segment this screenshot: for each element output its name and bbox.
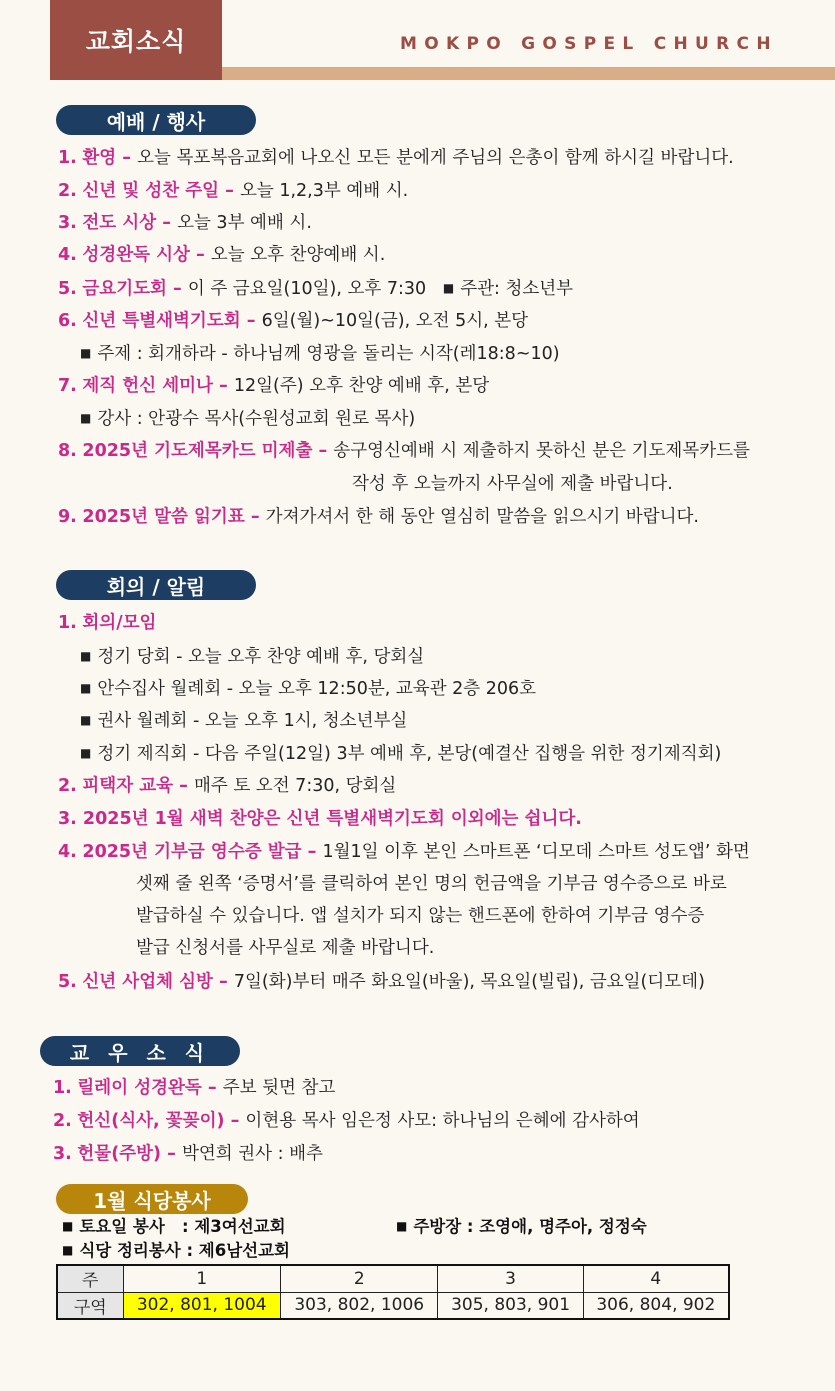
sub-item: ■ 정기 제직회 - 다음 주일(12일) 3부 예배 후, 본당(예결산 집행을 위한 정기제직회): [80, 744, 722, 764]
dining-kitchen: ■ 주방장 : 조영애, 명주아, 정정숙: [396, 1217, 647, 1236]
bullet-square-icon: ■: [80, 411, 92, 425]
section-label-meetings: 회의 / 알림: [56, 570, 256, 600]
dining-schedule-table: [56, 1264, 730, 1320]
bullet-square-icon: ■: [80, 713, 92, 727]
table-row: [57, 1265, 729, 1292]
list-item: 5. 금요기도회 – 이 주 금요일(10일), 오후 7:30 ■ 주관: 청소년부: [58, 279, 574, 299]
dining-saturday: ■ 토요일 봉사 : 제3여선교회: [62, 1217, 286, 1236]
table-header-cell: 주: [57, 1265, 123, 1292]
table-cell: 302, 801, 1004: [123, 1292, 280, 1319]
table-header-cell: 2: [280, 1265, 437, 1292]
list-item: 3. 2025년 1월 새벽 찬양은 신년 특별새벽기도회 이외에는 쉽니다.: [58, 809, 582, 829]
sub-item: ■ 정기 당회 - 오늘 오후 찬양 예배 후, 당회실: [80, 647, 425, 667]
list-item: 9. 2025년 말씀 읽기표 – 가져가셔서 한 해 동안 열심히 말씀을 읽으시기 바랍니다.: [58, 507, 699, 527]
sub-item: ■ 권사 월례회 - 오늘 오후 1시, 청소년부실: [80, 711, 408, 731]
list-item-continuation: 셋째 줄 왼쪽 ‘증명서’를 클릭하여 본인 명의 헌금액을 기부금 영수증으로 바로: [136, 874, 727, 894]
list-item: 1. 환영 – 오늘 목포복음교회에 나오신 모든 분에게 주님의 은총이 함께 하시길 바랍니다.: [58, 148, 734, 168]
sub-item: ■ 주제 : 회개하라 - 하나님께 영광을 돌리는 시작(레18:8~10): [80, 344, 560, 364]
section-label-members: 교 우 소 식: [40, 1036, 240, 1066]
list-item: 4. 성경완독 시상 – 오늘 오후 찬양예배 시.: [58, 245, 386, 265]
table-cell: 303, 802, 1006: [280, 1292, 437, 1319]
table-row: [57, 1292, 729, 1319]
section-label-dining: 1월 식당봉사: [56, 1184, 248, 1214]
list-item: 3. 전도 시상 – 오늘 3부 예배 시.: [58, 213, 312, 233]
list-item: 6. 신년 특별새벽기도회 – 6일(월)~10일(금), 오전 5시, 본당: [58, 311, 529, 331]
header-subtitle: MOKPO GOSPEL CHURCH: [400, 34, 778, 54]
bullet-square-icon: ■: [396, 1219, 408, 1233]
bullet-square-icon: ■: [62, 1243, 74, 1257]
section-label-worship: 예배 / 행사: [56, 105, 256, 135]
list-item: 4. 2025년 기부금 영수증 발급 – 1월1일 이후 본인 스마트폰 ‘디모데 스마트 성도앱’ 화면: [58, 842, 750, 862]
table-row-label: 구역: [57, 1292, 123, 1319]
table-header-cell: 1: [123, 1265, 280, 1292]
list-item: 1. 회의/모임: [58, 613, 157, 633]
list-item: 1. 릴레이 성경완독 – 주보 뒷면 참고: [53, 1078, 336, 1098]
header-title-box: [50, 0, 222, 80]
list-item: 3. 헌물(주방) – 박연희 권사 : 배추: [53, 1144, 323, 1164]
table-cell: 306, 804, 902: [583, 1292, 729, 1319]
table-cell: 305, 803, 901: [438, 1292, 583, 1319]
list-item: 5. 신년 사업체 심방 – 7일(화)부터 매주 화요일(바울), 목요일(빌립), 금요일(디모데): [58, 972, 705, 992]
list-item-continuation: 발급 신청서를 사무실로 제출 바랍니다.: [136, 938, 435, 958]
list-item: 7. 제직 헌신 세미나 – 12일(주) 오후 찬양 예배 후, 본당: [58, 376, 490, 396]
bullet-square-icon: ■: [80, 746, 92, 760]
list-item: 2. 신년 및 성찬 주일 – 오늘 1,2,3부 예배 시.: [58, 181, 409, 201]
list-item: 2. 헌신(식사, 꽃꽂이) – 이현용 목사 임은정 사모: 하나님의 은혜에 감사하여: [53, 1111, 640, 1131]
sub-item: ■ 안수집사 월례회 - 오늘 오후 12:50분, 교육관 2층 206호: [80, 679, 537, 699]
dining-cleanup: ■ 식당 정리봉사 : 제6남선교회: [62, 1241, 290, 1260]
bullet-square-icon: ■: [62, 1219, 74, 1233]
list-item-continuation: 발급하실 수 있습니다. 앱 설치가 되지 않는 핸드폰에 한하여 기부금 영수증: [136, 906, 705, 926]
sub-item: ■ 강사 : 안광수 목사(수원성교회 원로 목사): [80, 409, 416, 429]
bullet-square-icon: ■: [80, 681, 92, 695]
table-header-cell: 4: [583, 1265, 729, 1292]
header-title: 교회소식: [85, 27, 187, 56]
header-divider-bar: [222, 67, 835, 80]
bullet-square-icon: ■: [80, 346, 92, 360]
list-item: 8. 2025년 기도제목카드 미제출 – 송구영신예배 시 제출하지 못하신 분은 기도제목카드를: [58, 441, 750, 461]
bullet-square-icon: ■: [80, 649, 92, 663]
list-item-continuation: 작성 후 오늘까지 사무실에 제출 바랍니다.: [352, 474, 673, 494]
list-item: 2. 피택자 교육 – 매주 토 오전 7:30, 당회실: [58, 776, 397, 796]
bullet-square-icon: ■: [442, 281, 455, 295]
table-header-cell: 3: [438, 1265, 583, 1292]
